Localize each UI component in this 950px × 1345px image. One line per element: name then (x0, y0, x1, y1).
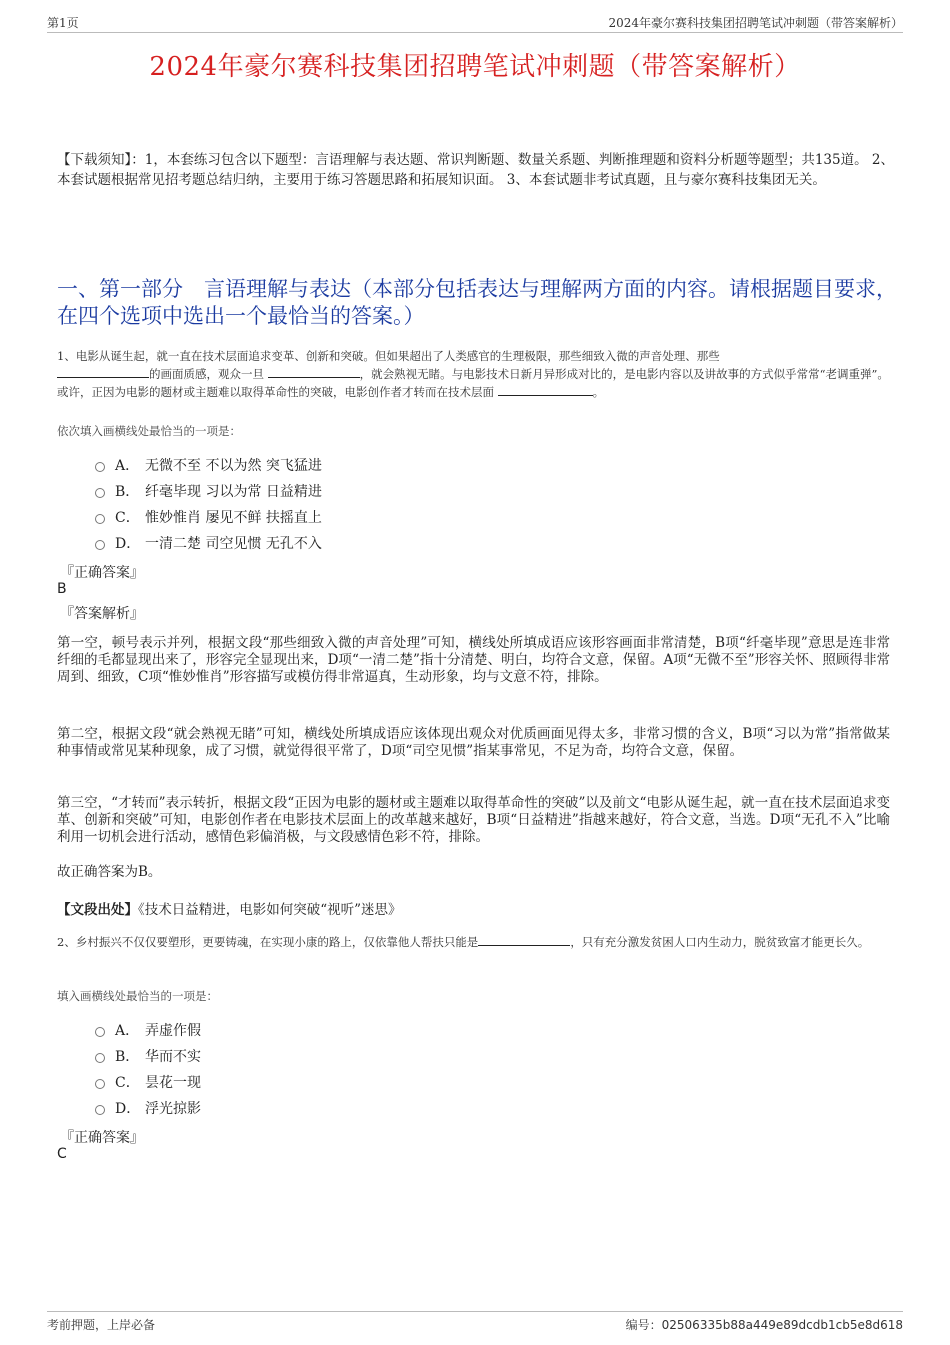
option-a[interactable]: A． 弄虚作假 (95, 1018, 201, 1044)
source-citation: 【文段出处】《技术日益精进，电影如何突破“视听”迷思》 (57, 902, 402, 918)
question-2-text: 2、乡村振兴不仅仅要塑形，更要铸魂，在实现小康的路上，仅依靠他人帮扶只能是 ，只有充分激发贫困人口内生动力，脱贫致富才能更长久。 (57, 935, 870, 949)
analysis-paragraph: 第一空，顿号表示并列，根据文段“那些细致入微的声音处理”可知，横线处所填成语应该形容画面非常清楚，B项“纤毫毕现”意思是连非常纤细的毛都显现出来了，形容完全显现出来，D项“一清二楚”指十分清楚、明白，均符合文意，保留。A项“无微不至”形容关怀、照顾得非常周到、细致，C项“惟妙惟肖”形容描写或模仿得非常逼真，生动形象，均与文意不符，排除。 (57, 635, 890, 685)
option-d[interactable]: D． 浮光掠影 (95, 1096, 201, 1122)
analysis-paragraph: 第二空，根据文段“就会熟视无睹”可知，横线处所填成语应该体现出观众对优质画面见得太多，非常习惯的含义，B项“习以为常”指常做某种事情或常见某种现象，成了习惯，就觉得很平常了，D项“司空见惯”指某事常见，不足为奇，均符合文意，保留。 (57, 726, 890, 759)
download-notice: 【下载须知】：1，本套练习包含以下题型：言语理解与表达题、常识判断题、数量关系题、判断推理题和资料分析题等题型；共135道。 2、本套试题根据常见招考题总结归纳，主要用于练习答题思路和拓展知识面。 3、本套试题非考试真题，且与豪尔赛科技集团无关。 (57, 152, 894, 188)
option-b[interactable]: B． 纤毫毕现 习以为常 日益精进 (95, 479, 322, 505)
answer-blank (478, 934, 570, 946)
answer-blank (498, 384, 593, 396)
section-heading: 一、第一部分 言语理解与表达（本部分包括表达与理解两方面的内容。请根据题目要求，在四个选项中选出一个最恰当的答案。） (57, 277, 897, 328)
analysis-paragraph: 第三空，“才转而”表示转折，根据文段“正因为电影的题材或主题难以取得革命性的突破”以及前文“电影从诞生起，就一直在技术层面追求变革、创新和突破”可知，电影创作者在电影技术层面上的改革越来越好，B项“日益精进”指越来越好，符合文意，当选。D项“无孔不入”比喻利用一切机会进行活动，感情色彩偏消极，与文段感情色彩不符，排除。 (57, 795, 890, 845)
question-1-text: 1、电影从诞生起，就一直在技术层面追求变革、创新和突破。但如果超出了人类感官的生理极限，那些细致入微的声音处理、那些 的画面质感，观众一旦 ，就会熟视无睹。与电影技术日新月异形成对比的，是电影内容以及讲故事的方式似乎常常“老调重弹”。或许，正因为电影的题材或主题难以取得革命性的突破，电影创作者才转而在技术层面 。 (57, 349, 889, 399)
radio-icon[interactable] (95, 514, 105, 524)
option-c[interactable]: C． 惟妙惟肖 屡见不鲜 扶摇直上 (95, 505, 322, 531)
radio-icon[interactable] (95, 1027, 105, 1037)
radio-icon[interactable] (95, 540, 105, 550)
question-2-prompt: 填入画横线处最恰当的一项是： (57, 989, 218, 1003)
question-1-options (95, 453, 322, 557)
radio-icon[interactable] (95, 1053, 105, 1063)
page-header (47, 14, 903, 33)
document-title: 2024年豪尔赛科技集团招聘笔试冲刺题（带答案解析） (149, 52, 801, 82)
analysis-conclusion: 故正确答案为B。 (57, 864, 162, 880)
correct-answer-label: 『正确答案』 (60, 1130, 144, 1146)
option-c[interactable]: C． 昙花一现 (95, 1070, 201, 1096)
correct-answer-value: C (57, 1146, 67, 1162)
correct-answer-value: B (57, 581, 67, 597)
page-footer (47, 1311, 903, 1334)
answer-blank (57, 366, 149, 378)
radio-icon[interactable] (95, 462, 105, 472)
answer-blank (268, 366, 360, 378)
question-1-prompt: 依次填入画横线处最恰当的一项是： (57, 424, 241, 438)
question-2-options (95, 1018, 201, 1122)
option-a[interactable]: A． 无微不至 不以为然 突飞猛进 (95, 453, 322, 479)
radio-icon[interactable] (95, 1105, 105, 1115)
footer-slogan: 考前押题，上岸必备 (47, 1318, 156, 1332)
option-d[interactable]: D． 一清二楚 司空见惯 无孔不入 (95, 531, 322, 557)
document-code: 编号：02506335b88a449e89dcdb1cb5e8d618 (625, 1318, 903, 1332)
radio-icon[interactable] (95, 488, 105, 498)
correct-answer-label: 『正确答案』 (60, 565, 144, 581)
header-doc-title: 2024年豪尔赛科技集团招聘笔试冲刺题（带答案解析） (608, 16, 903, 30)
option-b[interactable]: B． 华而不实 (95, 1044, 201, 1070)
radio-icon[interactable] (95, 1079, 105, 1089)
page-number: 第1页 (47, 16, 79, 30)
analysis-label: 『答案解析』 (60, 606, 144, 622)
